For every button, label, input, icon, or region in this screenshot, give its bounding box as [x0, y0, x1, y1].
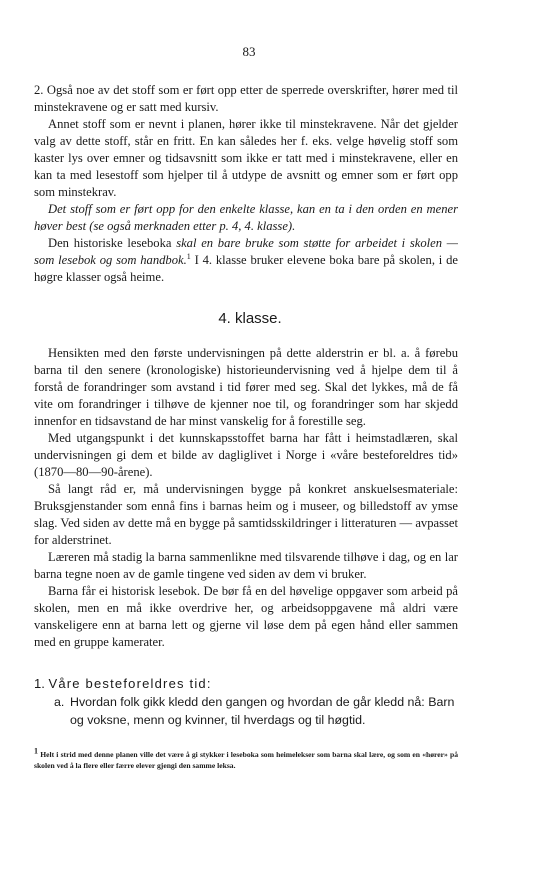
footnote-mark: 1 [34, 746, 38, 756]
paragraph-4-italic: skal en bare bruke som støtte for arbeidet i skolen — som lesebok og som handbok. [34, 236, 458, 267]
paragraph-2: Annet stoff som er nevnt i planen, hører ikke til minstekravene. Når det gjelder valg av dette stoff, står en fritt. En kan således her f. eks. velge høvelig stoff som kaster lys over emner og tidsavsnitt som ikke er tatt med i minstekravene, eller en kan ta med lesestoff som hjelper til å utdype de avsnitt og emner som er ført opp som minstekrav. [34, 117, 458, 199]
footnote-text: Helt i strid med denne planen ville det være å gi stykker i leseboka som heimelekser som barna skal lære, og som en «hører» på skolen ved å la flere eller færre elever gjengi den samme leksa. [34, 750, 458, 770]
paragraph-8: Læreren må stadig la barna sammenlikne med tilsvarende tilhøve i dag, og en lar barna tegne noen av de gamle tingene ved siden av dem vi bruker. [34, 550, 458, 581]
sub-item-label: a. [54, 695, 65, 709]
paragraph-3-parenthetical: (se også merknaden etter p. 4, 4. klasse). [89, 219, 296, 233]
topic-title [34, 675, 458, 693]
topic-number: 1. [34, 676, 45, 691]
sub-item-text: Hvordan folk gikk kledd den gangen og hvordan de går kledd nå: Barn og voksne, menn og kvinner, til hverdags og til høgtid. [70, 695, 455, 727]
paragraph-5: Hensikten med den første undervisningen på dette alderstrin er bl. a. å førebu barna til den senere (kronologiske) historieundervisning ved å hjelpe dem til å forstå de forandringer som avstand i tid fører med seg. Skal det lykkes, må de få vite om forandringer i tilhøve de kjenner noe til, og forandringer som har skjedd innenfor en tidsavstand de har minst vanskelig for å forestille seg. [34, 346, 458, 428]
paragraph-3-italic: Det stoff som er ført opp for den enkelte klasse, kan en ta i den orden en mener høver best [34, 202, 458, 233]
paragraph-3 [34, 201, 458, 235]
paragraph-4 [34, 235, 458, 286]
topic-sub-item [54, 693, 458, 729]
paragraph-4-end: I 4. klasse bruker elevene boka bare på skolen, i de høgre klasser også heime. [34, 253, 458, 284]
topic-title-text: Våre besteforeldres tid: [48, 676, 212, 691]
document-page [34, 44, 458, 771]
paragraph-7: Så langt råd er, må undervisningen bygge på konkret anskuelsesmateriale: Bruksgjenstander som ennå fins i barnas heim og i museer, og billedstoff av ymse slag. Ved siden av dette må en bygge på samtidsskildringer i litteraturen — avpasset for alderstrinet. [34, 482, 458, 547]
footnote [34, 746, 458, 771]
footnote-reference: 1 [186, 251, 191, 261]
paragraph-6: Med utgangspunkt i det kunnskapsstoffet barna har fått i heimstadlæren, skal undervisningen gi dem et bilde av dagliglivet i Norge i «våre besteforeldres tid» (1870—80—90-årene). [34, 431, 458, 479]
section-heading: 4. klasse. [218, 310, 282, 327]
paragraph-1: 2. Også noe av det stoff som er ført opp etter de sperrede overskrifter, hører med til minstekravene og er satt med kursiv. [34, 83, 458, 114]
paragraph-9: Barna får ei historisk lesebok. De bør få en del høvelige oppgaver som arbeid på skolen, men en må ikke overdrive her, og arbeidsoppgavene må aldri være vanskeligere enn at barna lett og gjerne vil løse dem på egen hånd eller sammen med en gruppe kamerater. [34, 584, 458, 649]
paragraph-4-start: Den historiske leseboka [48, 236, 177, 250]
page-number: 83 [242, 44, 256, 59]
